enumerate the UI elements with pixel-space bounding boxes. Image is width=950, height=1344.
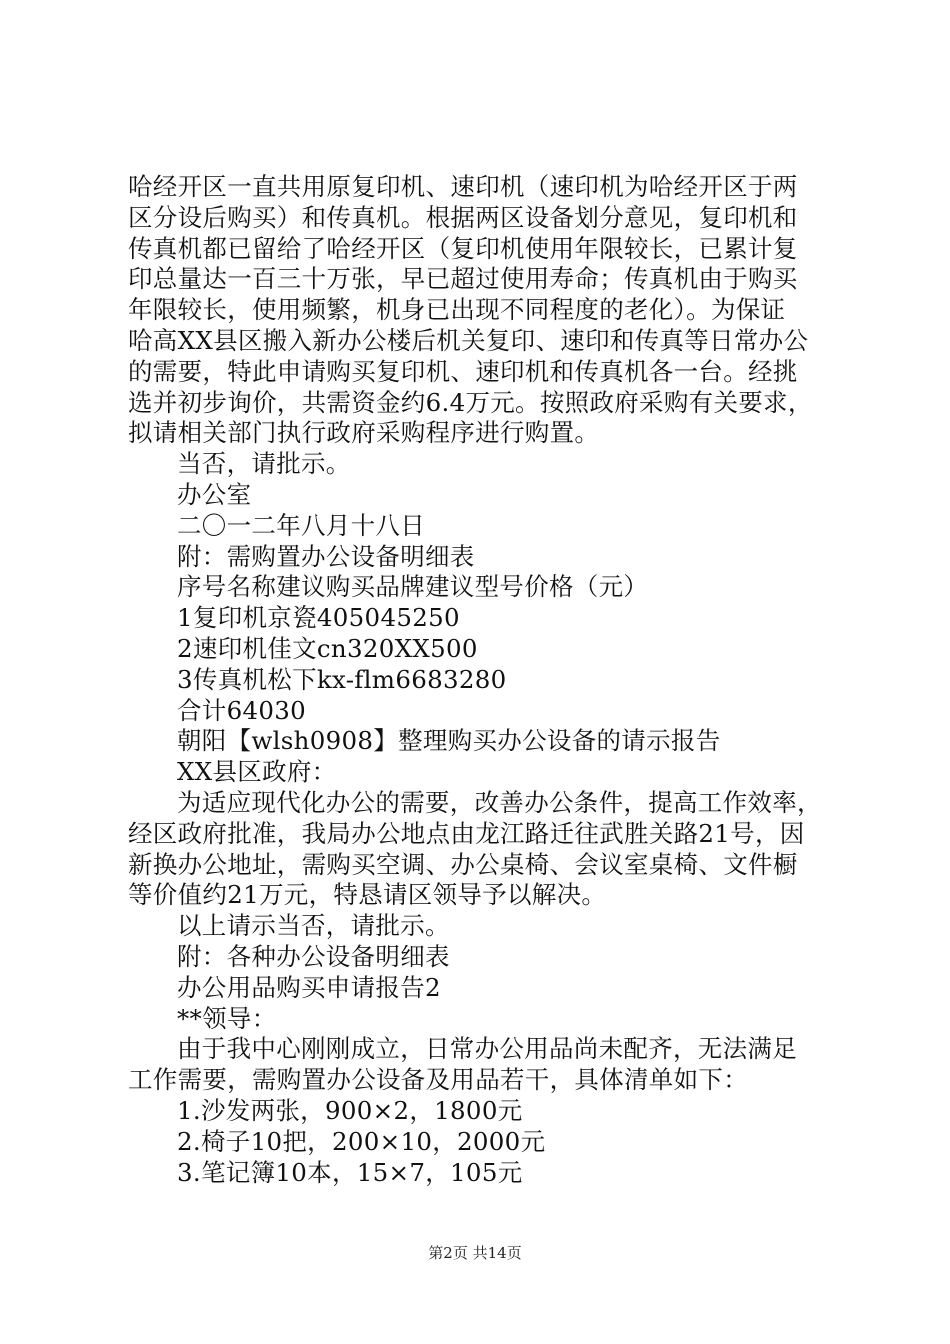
text-line: 以上请示当否，请批示。 — [177, 911, 450, 941]
text-line: 二〇一二年八月十八日 — [177, 510, 425, 540]
text-line: XX县区政府： — [177, 757, 337, 787]
text-line: 办公用品购买申请报告2 — [177, 972, 441, 1002]
text-line: 印总量达一百三十万张，早已超过使用寿命；传真机由于购买 — [128, 264, 798, 294]
text-line: 3传真机松下kx-flm6683280 — [177, 664, 507, 694]
text-line: **领导： — [177, 1003, 277, 1033]
text-line: 工作需要，需购置办公设备及用品若干，具体清单如下： — [128, 1065, 748, 1095]
text-line: 传真机都已留给了哈经开区（复印机使用年限较长，已累计复 — [128, 233, 798, 263]
text-line: 等价值约21万元，特恳请区领导予以解决。 — [128, 880, 607, 910]
text-line: 经区政府批准，我局办公地点由龙江路迁往武胜关路21号，因 — [128, 818, 805, 848]
text-line: 年限较长，使用频繁，机身已出现不同程度的老化）。为保证 — [128, 295, 786, 325]
text-line: 2.椅子10把，200×10，2000元 — [177, 1126, 546, 1156]
text-line: 1复印机京瓷405045250 — [177, 603, 460, 633]
text-line: 为适应现代化办公的需要，改善办公条件，提高工作效率， — [177, 787, 822, 817]
text-line: 区分设后购买）和传真机。根据两区设备划分意见，复印机和 — [128, 202, 798, 232]
text-line: 办公室 — [177, 479, 252, 509]
page-footer: 第2页 共14页 — [428, 1244, 522, 1262]
text-line: 朝阳【wlsh0908】整理购买办公设备的请示报告 — [177, 726, 721, 756]
text-line: 的需要，特此申请购买复印机、速印机和传真机各一台。经挑 — [128, 356, 798, 386]
text-line: 选并初步询价，共需资金约6.4万元。按照政府采购有关要求， — [128, 387, 813, 417]
text-line: 由于我中心刚刚成立，日常办公用品尚未配齐，无法满足 — [177, 1034, 797, 1064]
text-line: 序号名称建议购买品牌建议型号价格（元） — [177, 572, 649, 602]
text-line: 哈高XX县区搬入新办公楼后机关复印、速印和传真等日常办公 — [128, 325, 809, 355]
text-line: 附：各种办公设备明细表 — [177, 941, 450, 971]
document-body — [128, 172, 840, 1188]
text-line: 3.笔记簿10本，15×7，105元 — [177, 1157, 523, 1187]
text-line: 拟请相关部门执行政府采购程序进行购置。 — [128, 418, 600, 448]
text-line: 1.沙发两张，900×2，1800元 — [177, 1095, 523, 1125]
text-line: 合计64030 — [177, 695, 307, 725]
text-line: 新换办公地址，需购买空调、办公桌椅、会议室桌椅、文件橱 — [128, 849, 798, 879]
text-line: 哈经开区一直共用原复印机、速印机（速印机为哈经开区于两 — [128, 172, 798, 201]
text-line: 当否，请批示。 — [177, 449, 351, 479]
text-line: 2速印机佳文cn320XX500 — [177, 633, 478, 663]
text-line: 附：需购置办公设备明细表 — [177, 541, 475, 571]
